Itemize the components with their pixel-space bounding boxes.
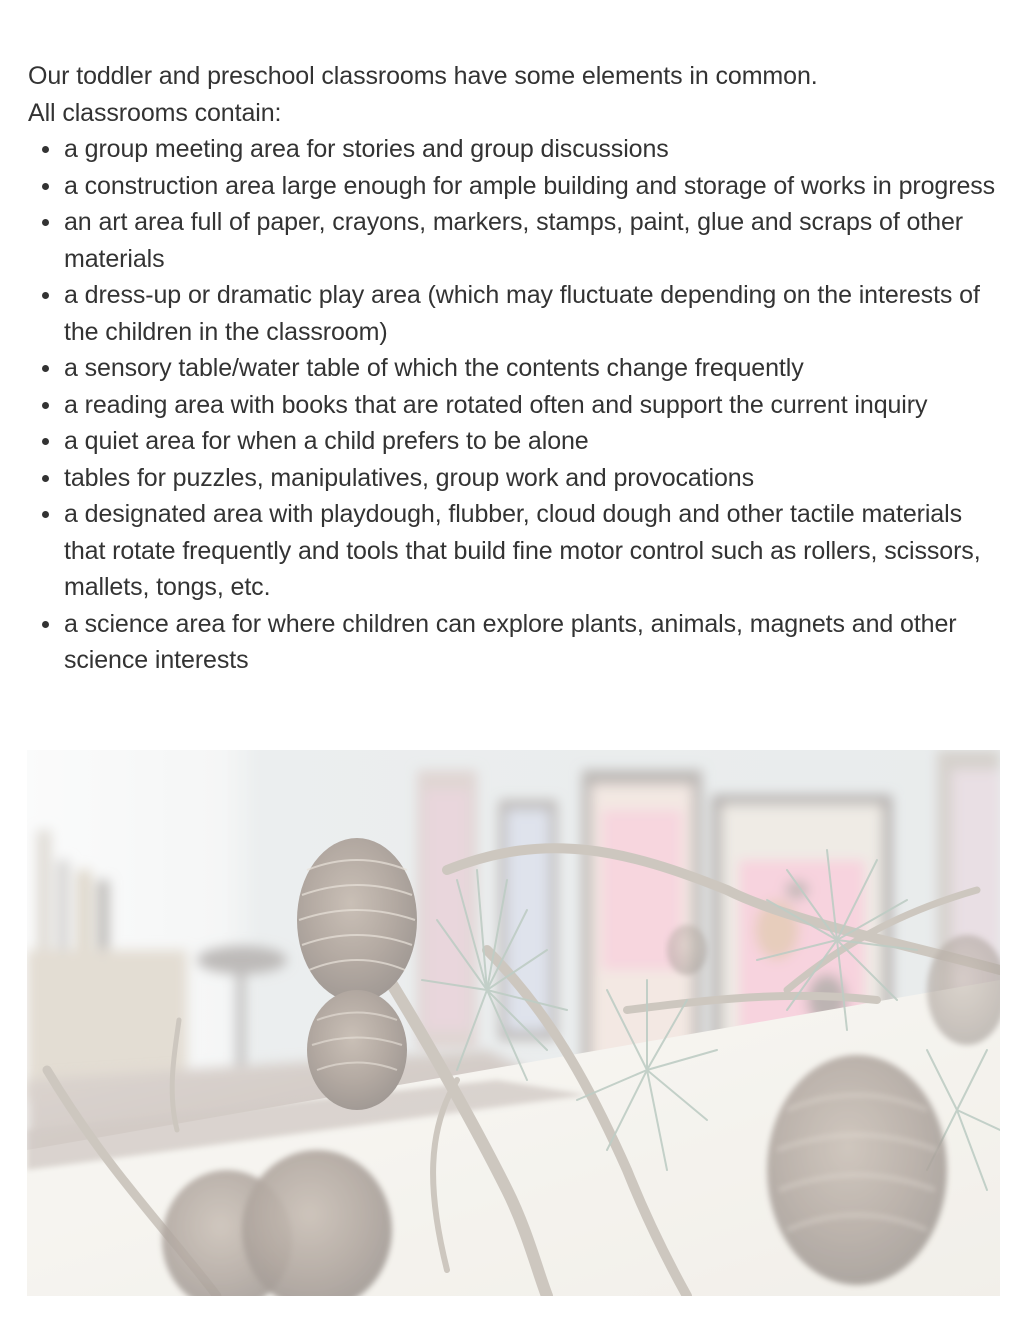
bullet-icon [42, 146, 49, 153]
list-item-text: a designated area with playdough, flubber, cloud dough and other tactile materials that rotate frequently and tools that build fine motor control such as rollers, scissors, mallets, tongs, etc. [64, 500, 981, 601]
list-item-text: a science area for where children can explore plants, animals, magnets and other science interests [64, 609, 957, 674]
list-item [28, 204, 1008, 277]
list-item [28, 460, 1008, 497]
list-item [28, 496, 1008, 606]
bullet-icon [42, 475, 49, 482]
classroom-pinecone-photo [27, 750, 1000, 1296]
bullet-icon [42, 511, 49, 518]
list-item [28, 606, 1008, 679]
list-item-text: a group meeting area for stories and group discussions [64, 135, 669, 163]
list-item-text: tables for puzzles, manipulatives, group work and provocations [64, 463, 755, 492]
pinecone-top [297, 838, 417, 1110]
list-item [28, 168, 1008, 205]
intro-text-line-1: Our toddler and preschool classrooms have some elements in common. [28, 62, 818, 90]
list-item-text: an art area full of paper, crayons, markers, stamps, paint, glue and scraps of other materials [64, 208, 964, 273]
list-item-text: a quiet area for when a child prefers to be alone [64, 427, 589, 455]
bullet-icon [42, 365, 49, 372]
bullet-icon [42, 219, 49, 226]
pinecone-photo-illustration [27, 750, 1000, 1296]
list-item [28, 277, 1008, 350]
bullet-icon [42, 402, 49, 409]
list-item-text: a sensory table/water table of which the contents change frequently [64, 354, 804, 382]
bullet-icon [42, 292, 49, 299]
classroom-description [28, 58, 1008, 679]
list-item [28, 350, 1008, 387]
list-item [28, 387, 1008, 424]
list-item [28, 131, 1008, 168]
list-item-text: a construction area large enough for ample building and storage of works in progress [64, 171, 996, 200]
list-item-text: a reading area with books that are rotated often and support the current inquiry [64, 390, 928, 419]
classroom-features-list [28, 131, 1008, 679]
bullet-icon [42, 621, 49, 628]
bullet-icon [42, 438, 49, 445]
list-item-text: a dress-up or dramatic play area (which may fluctuate depending on the interests of the children in the classroom) [64, 281, 980, 346]
bullet-icon [42, 183, 49, 190]
list-item [28, 423, 1008, 460]
intro-text-line-2: All classrooms contain: [28, 98, 282, 127]
